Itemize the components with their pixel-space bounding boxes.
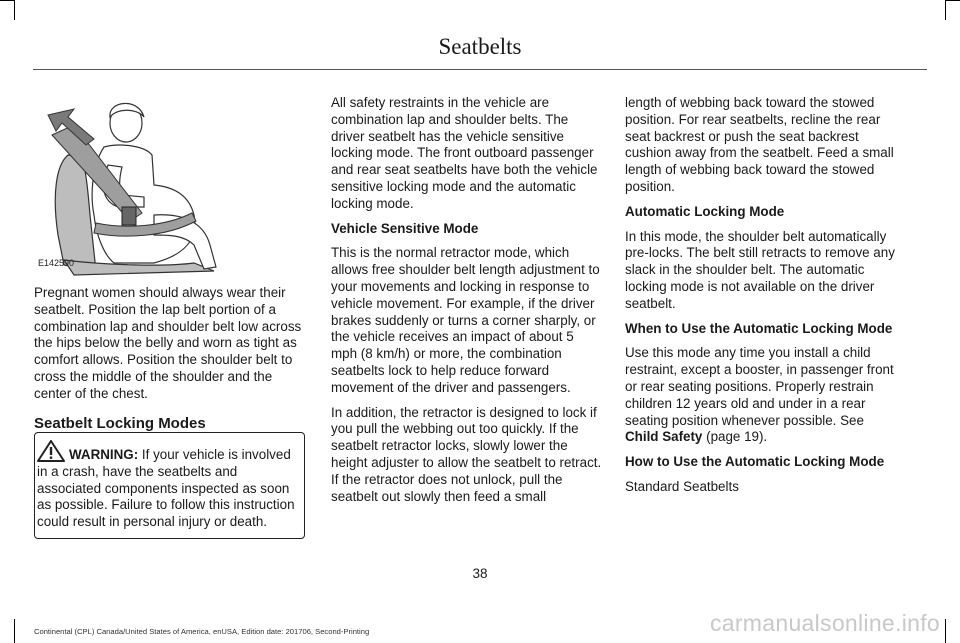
subheading: How to Use the Automatic Locking Mode (625, 454, 885, 470)
section-heading: Seatbelt Locking Modes (34, 414, 206, 432)
subheading: When to Use the Automatic Locking Mode (625, 320, 893, 336)
page-title: Seatbelts (438, 34, 522, 59)
column-left (34, 95, 308, 432)
subheading: Vehicle Sensitive Mode (331, 220, 479, 236)
warning-label: WARNING: (69, 447, 139, 462)
subheading: Automatic Locking Mode (625, 203, 785, 219)
page-number: 38 (472, 566, 488, 581)
child-safety-link[interactable]: Child Safety (625, 429, 703, 445)
paragraph: In addition, the retractor is designed to lock if you pull the webbing out too quickly. If the seatbelt retractor locks, slowly lower the height adjuster to allow the seatbelt to retract. If the retractor does not unlock, pull the seatbelt out slowly then feed a small (331, 404, 602, 504)
crop-mark (14, 0, 15, 20)
header-divider (33, 69, 927, 70)
warning-triangle-icon (37, 440, 65, 462)
pregnant-seatbelt-illustration (34, 95, 308, 277)
paragraph: This is the normal retractor mode, which allows free shoulder belt length adjustment to your movements and locking in response to vehicle movement. For example, if the driver brakes suddenly or turns a corner sharply, or the vehicle receives an impact of about 5 mph (8 km/h) or more, the combination seatbelts lock to help reduce forward movement of the driver and passengers. (331, 245, 600, 395)
column-middle (331, 95, 603, 513)
crop-mark (945, 619, 946, 643)
text: Use this mode any time you install a child restraint, except a booster, in passenger front or rear seating positions. Properly restrain children 12 years old and under in a rear seating position whenever possible. See (625, 345, 894, 428)
crop-mark (0, 0, 14, 1)
warning-text: If your vehicle is involved in a crash, have the seatbelts and associated components inspected as soon as possible. Failure to follow this instruction could result in personal injury or death. (37, 447, 295, 530)
figure-id: E142590 (38, 258, 75, 269)
footer-edition: Continental (CPL) Canada/United States of America, enUSA, Edition date: 201706, Second-Printing (34, 627, 370, 636)
crop-mark (14, 619, 15, 643)
crop-mark (946, 0, 960, 1)
column-right (625, 95, 897, 504)
pregnant-women-paragraph: Pregnant women should always wear their seatbelt. Position the lap belt portion of a combination lap and shoulder belt low across the hips below the belly and worn as tight as comfort allows. Position the shoulder belt to cross the middle of the shoulder and the center of the chest. (34, 285, 302, 401)
paragraph: length of webbing back toward the stowed position. For rear seatbelts, recline the rear seat backrest or push the seat backrest cushion away from the seatbelt. Feed a small length of webbing back toward the stowed position. (625, 95, 894, 194)
paragraph (625, 345, 897, 446)
text: (page 19). (702, 429, 768, 445)
watermark: carmanualsonline.info (709, 610, 940, 636)
paragraph: Standard Seatbelts (625, 478, 739, 494)
paragraph: All safety restraints in the vehicle are combination lap and shoulder belts. The driver seatbelt has the vehicle sensitive locking mode. The front outboard passenger and rear seat seatbelts have both the vehicle sensitive locking mode and the automatic locking mode. (331, 95, 598, 211)
seatbelt-figure-icon (34, 95, 308, 277)
warning-box (34, 432, 305, 539)
paragraph: In this mode, the shoulder belt automatically pre-locks. The belt still retracts to remove any slack in the shoulder belt. The automatic locking mode is not available on the driver seatbelt. (625, 228, 895, 311)
crop-mark (945, 0, 946, 20)
